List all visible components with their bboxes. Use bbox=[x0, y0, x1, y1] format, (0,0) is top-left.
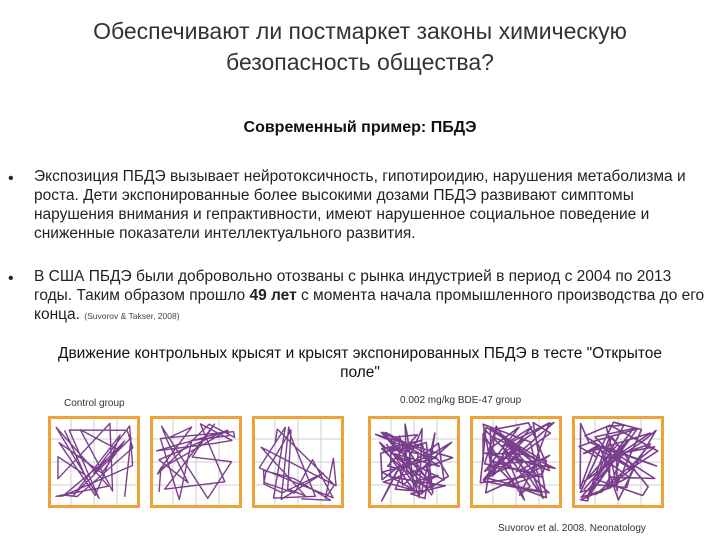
control-group-label: Control group bbox=[64, 398, 125, 409]
bullet-1-marker: • bbox=[8, 170, 14, 187]
bullet-2-citation: (Suvorov & Takser, 2008) bbox=[84, 311, 180, 321]
open-field-panel-6 bbox=[572, 416, 664, 508]
open-field-panel-1 bbox=[48, 416, 140, 508]
movement-track bbox=[480, 423, 555, 501]
bullet-1-text: Экспозиция ПБДЭ вызывает нейротоксичность, гипотироидию, нарушения метаболизма и роста. Дети экспонированные более высокими дозами ПБДЭ развивают симптомы нарушения внимания и гепрактивности, имеют нарушенное социальное поведение и сниженные показатели интеллектуального развития. bbox=[34, 168, 686, 242]
open-field-panel-3 bbox=[252, 416, 344, 508]
slide-subtitle: Современный пример: ПБДЭ bbox=[243, 119, 477, 136]
slide-title: Обеспечивают ли постмаркет законы химическую безопасность общества? bbox=[93, 18, 627, 75]
open-field-panel-2 bbox=[150, 416, 242, 508]
bullet-2-emphasis: 49 лет bbox=[249, 287, 297, 304]
bullet-2-text bbox=[34, 267, 712, 326]
figure-title: Движение контрольных крысят и крысят экспонированных ПБДЭ в тесте "Открытое поле" bbox=[57, 345, 663, 381]
open-field-panel-5 bbox=[470, 416, 562, 508]
figure-source: Suvorov et al. 2008. Neonatology bbox=[498, 523, 646, 534]
open-field-panel-4 bbox=[368, 416, 460, 508]
bullet-2-text-part2: с момента начала промышленного производства до его конца. bbox=[34, 287, 705, 323]
bullet-2-text-part1: В США ПБДЭ были добровольно отозваны с рынка индустрией в период с 2004 по 2013 годы. Таким образом прошло bbox=[34, 268, 672, 304]
exposed-group-label: 0.002 mg/kg BDE-47 group bbox=[400, 395, 522, 406]
bullet-2-marker: • bbox=[8, 270, 14, 287]
